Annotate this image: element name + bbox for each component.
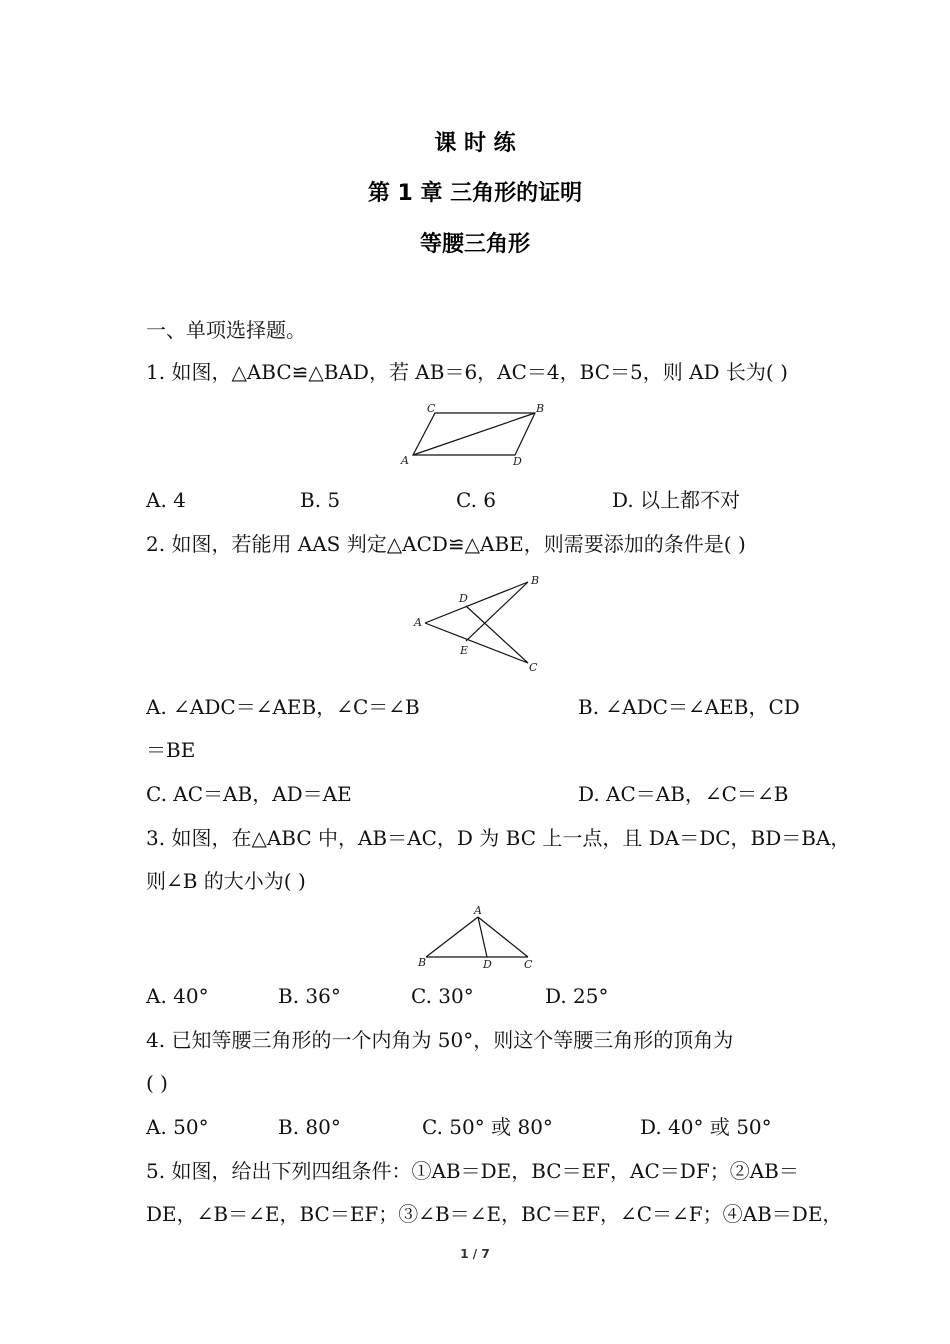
question-1-stem: 1. 如图，△ABC≌△BAD，若 AB＝6，AC＝4，BC＝5，则 AD 长为( ) xyxy=(146,360,788,384)
question-3-stem-line1: 3. 如图，在△ABC 中，AB＝AC，D 为 BC 上一点，且 DA＝DC，BD＝BA， xyxy=(146,826,851,850)
label-b: B xyxy=(418,956,427,969)
question-4-stem-line2: ( ) xyxy=(146,1071,168,1095)
question-2-stem: 2. 如图，若能用 AAS 判定△ACD≌△ABE，则需要添加的条件是( ) xyxy=(146,532,746,556)
doc-title: 课 时 练 xyxy=(434,131,516,156)
q3-option-d: D. 25° xyxy=(545,984,609,1008)
figure-crossing-triangles xyxy=(408,568,558,678)
q3-option-c: C. 30° xyxy=(411,984,474,1008)
label-d: D xyxy=(483,958,492,971)
chapter-title: 第 1 章 三角形的证明 xyxy=(367,181,583,206)
label-d: D xyxy=(459,592,468,605)
section-heading: 一、单项选择题。 xyxy=(146,318,306,342)
question-4-stem-line1: 4. 已知等腰三角形的一个内角为 50°，则这个等腰三角形的顶角为 xyxy=(146,1028,734,1052)
q2-option-d: D. AC＝AB，∠C＝∠B xyxy=(578,782,789,806)
q2-option-b: B. ∠ADC＝∠AEB，CD xyxy=(578,695,800,719)
q1-option-b: B. 5 xyxy=(300,488,341,512)
figure-isosceles-triangle xyxy=(410,902,540,972)
label-b: B xyxy=(536,402,545,415)
page-number: 1 / 7 xyxy=(460,1247,490,1261)
label-a: A xyxy=(414,616,422,629)
q1-option-a: A. 4 xyxy=(146,488,186,512)
label-c: C xyxy=(524,958,533,971)
q1-option-c: C. 6 xyxy=(456,488,497,512)
q4-option-d: D. 40° 或 50° xyxy=(640,1115,772,1139)
question-3-stem-line2: 则∠B 的大小为( ) xyxy=(146,869,306,893)
question-5-stem-line1: 5. 如图，给出下列四组条件：①AB＝DE，BC＝EF，AC＝DF；②AB＝ xyxy=(146,1159,799,1183)
label-c: C xyxy=(427,402,436,415)
label-c: C xyxy=(529,661,538,674)
q2-option-a: A. ∠ADC＝∠AEB，∠C＝∠B xyxy=(146,695,420,719)
q3-option-a: A. 40° xyxy=(146,984,209,1008)
label-e: E xyxy=(460,644,469,657)
q2-option-b-cont: ＝BE xyxy=(146,738,196,762)
q4-option-c: C. 50° 或 80° xyxy=(422,1115,553,1139)
figure-parallelogram xyxy=(395,398,555,470)
q2-option-c: C. AC＝AB，AD＝AE xyxy=(146,782,352,806)
label-b: B xyxy=(531,574,540,587)
q1-option-d: D. 以上都不对 xyxy=(612,488,741,512)
label-d: D xyxy=(513,455,522,468)
section-title: 等腰三角形 xyxy=(419,232,530,257)
q4-option-a: A. 50° xyxy=(146,1115,209,1139)
q4-option-b: B. 80° xyxy=(278,1115,341,1139)
q3-option-b: B. 36° xyxy=(278,984,341,1008)
label-a: A xyxy=(474,904,482,917)
question-5-stem-line2: DE，∠B＝∠E，BC＝EF；③∠B＝∠E，BC＝EF，∠C＝∠F；④AB＝DE， xyxy=(146,1202,843,1226)
label-a: A xyxy=(401,454,409,467)
